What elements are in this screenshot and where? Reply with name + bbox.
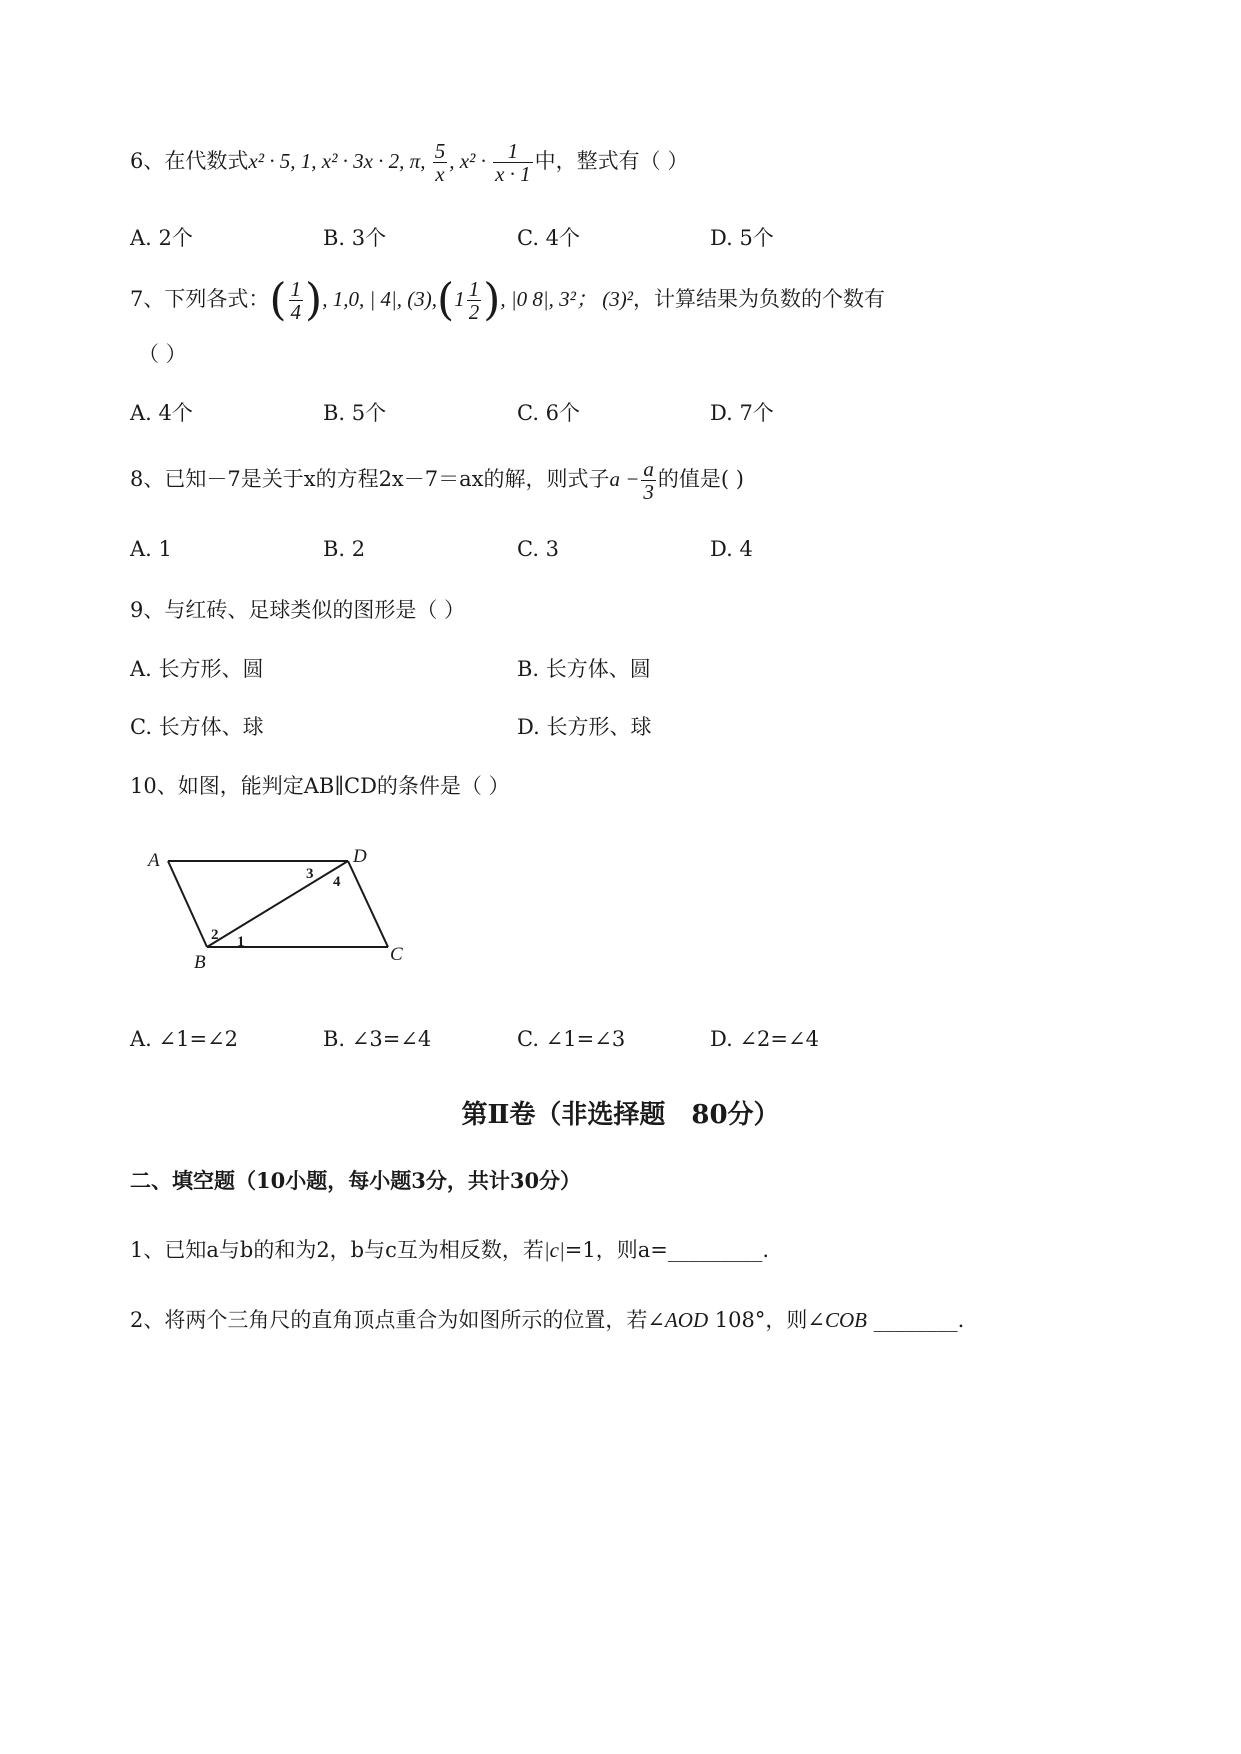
q8-option-a: A. 1 [130,537,172,561]
q8-expr: a − [609,467,640,492]
q8-option-c: C. 3 [517,537,560,561]
q9-option-d: D. 长方形、球 [517,715,652,739]
q7-fraction1 [289,278,304,323]
q6-prefix: 6、在代数式 [130,149,249,174]
fill-q2-mid: 108°，则 [708,1308,808,1332]
q8-option-b: B. 2 [323,537,366,561]
q6-option-a: A. 2个 [130,226,193,250]
fill-q2-expr2: ∠COB [807,1308,867,1332]
q6-option-b: B. 3个 [323,226,387,250]
question-9: 9、与红砖、足球类似的图形是（ ） [130,598,466,622]
q7-option-c: C. 6个 [517,401,581,425]
q8-suffix: 的值是( ) [657,467,744,492]
q6-frac-num: 5 [434,139,446,163]
q10-option-b: B. ∠3=∠4 [323,1027,432,1051]
q7-rparen2: ) [483,274,501,326]
segment-ab [168,861,207,947]
q8-fraction [641,458,656,503]
angle-1-label: 1 [237,934,245,950]
segment-dc [348,861,388,947]
q9-option-b: B. 长方体、圆 [517,657,651,681]
q7-f1-num: 1 [290,277,302,301]
q7-lparen2: ( [437,274,455,326]
q7-lparen: ( [269,274,287,326]
q6-frac-den: x [435,162,445,187]
q6-option-d: D. 5个 [710,226,774,250]
q7-f2-num: 1 [468,277,480,301]
question-8 [130,458,744,503]
fill-q1-suffix: =1，则a=_________. [564,1238,770,1262]
q7-prefix: 7、下列各式： [130,287,270,312]
fill-q2-suffix: ________. [867,1308,965,1332]
q6-frac2-num: 1 [493,140,533,163]
angle-2-label: 2 [211,927,219,943]
fill-question-2 [130,1304,964,1334]
segment-bd [207,861,348,947]
q7-f2-whole: 1 [454,287,465,312]
q7-suffix: ，计算结果为负数的个数有 [632,287,885,312]
question-6 [130,140,688,185]
label-d: D [353,846,367,867]
fill-question-1 [130,1234,769,1264]
q7-f1-den: 4 [290,300,302,325]
fill-q1-prefix: 1、已知a与b的和为2，b与c互为相反数，若 [130,1238,544,1262]
q8-prefix: 8、已知－7是关于x的方程2x－7＝ax的解，则式子 [130,467,610,492]
q7-option-a: A. 4个 [130,401,193,425]
q9-option-a: A. 长方形、圆 [130,657,264,681]
q8-frac-den: 3 [643,480,654,505]
fill-q2-expr: ∠AOD [647,1308,709,1332]
q6-expr2: , x² · [449,149,492,174]
q7-rparen: ) [305,274,323,326]
fill-q1-abs: |c| [543,1238,565,1262]
q7-f2-den: 2 [468,300,480,325]
q7-mid2: , |0 8|, 3²； (3)² [500,287,633,312]
section-2-title: 第Ⅱ卷（非选择题 80分） [461,1100,780,1130]
q7-line2: （ ） [138,342,187,366]
q8-option-d: D. 4 [710,537,753,561]
q10-option-d: D. ∠2=∠4 [710,1027,819,1051]
q7-mid1: , 1,0, | 4|, (3), [322,287,438,312]
q7-option-d: D. 7个 [710,401,774,425]
q8-frac-num: a [643,457,654,481]
q7-option-b: B. 5个 [323,401,387,425]
fill-q2-prefix: 2、将两个三角尺的直角顶点重合为如图所示的位置，若 [130,1308,648,1332]
q6-fraction [433,140,448,185]
q6-expr: x² · 5, 1, x² · 3x · 2, π, [248,149,431,174]
q9-option-c: C. 长方体、球 [130,715,264,739]
label-c: C [390,944,403,965]
q10-option-c: C. ∠1=∠3 [517,1027,626,1051]
q7-fraction2 [467,278,482,323]
q6-frac2-den: x · 1 [495,162,531,187]
q6-suffix: 中，整式有（ ） [534,149,689,174]
label-a: A [148,850,160,871]
label-b: B [194,952,206,970]
question-10: 10、如图，能判定AB∥CD的条件是（ ） [130,774,510,798]
section-2-subtitle: 二、填空题（10小题，每小题3分，共计30分） [130,1168,582,1193]
angle-3-label: 3 [306,866,314,882]
q10-option-a: A. ∠1=∠2 [130,1027,239,1051]
q6-fraction2 [493,140,533,185]
angle-4-label: 4 [333,874,341,890]
question-7 [130,274,885,326]
q6-option-c: C. 4个 [517,226,581,250]
q10-figure [140,840,420,970]
